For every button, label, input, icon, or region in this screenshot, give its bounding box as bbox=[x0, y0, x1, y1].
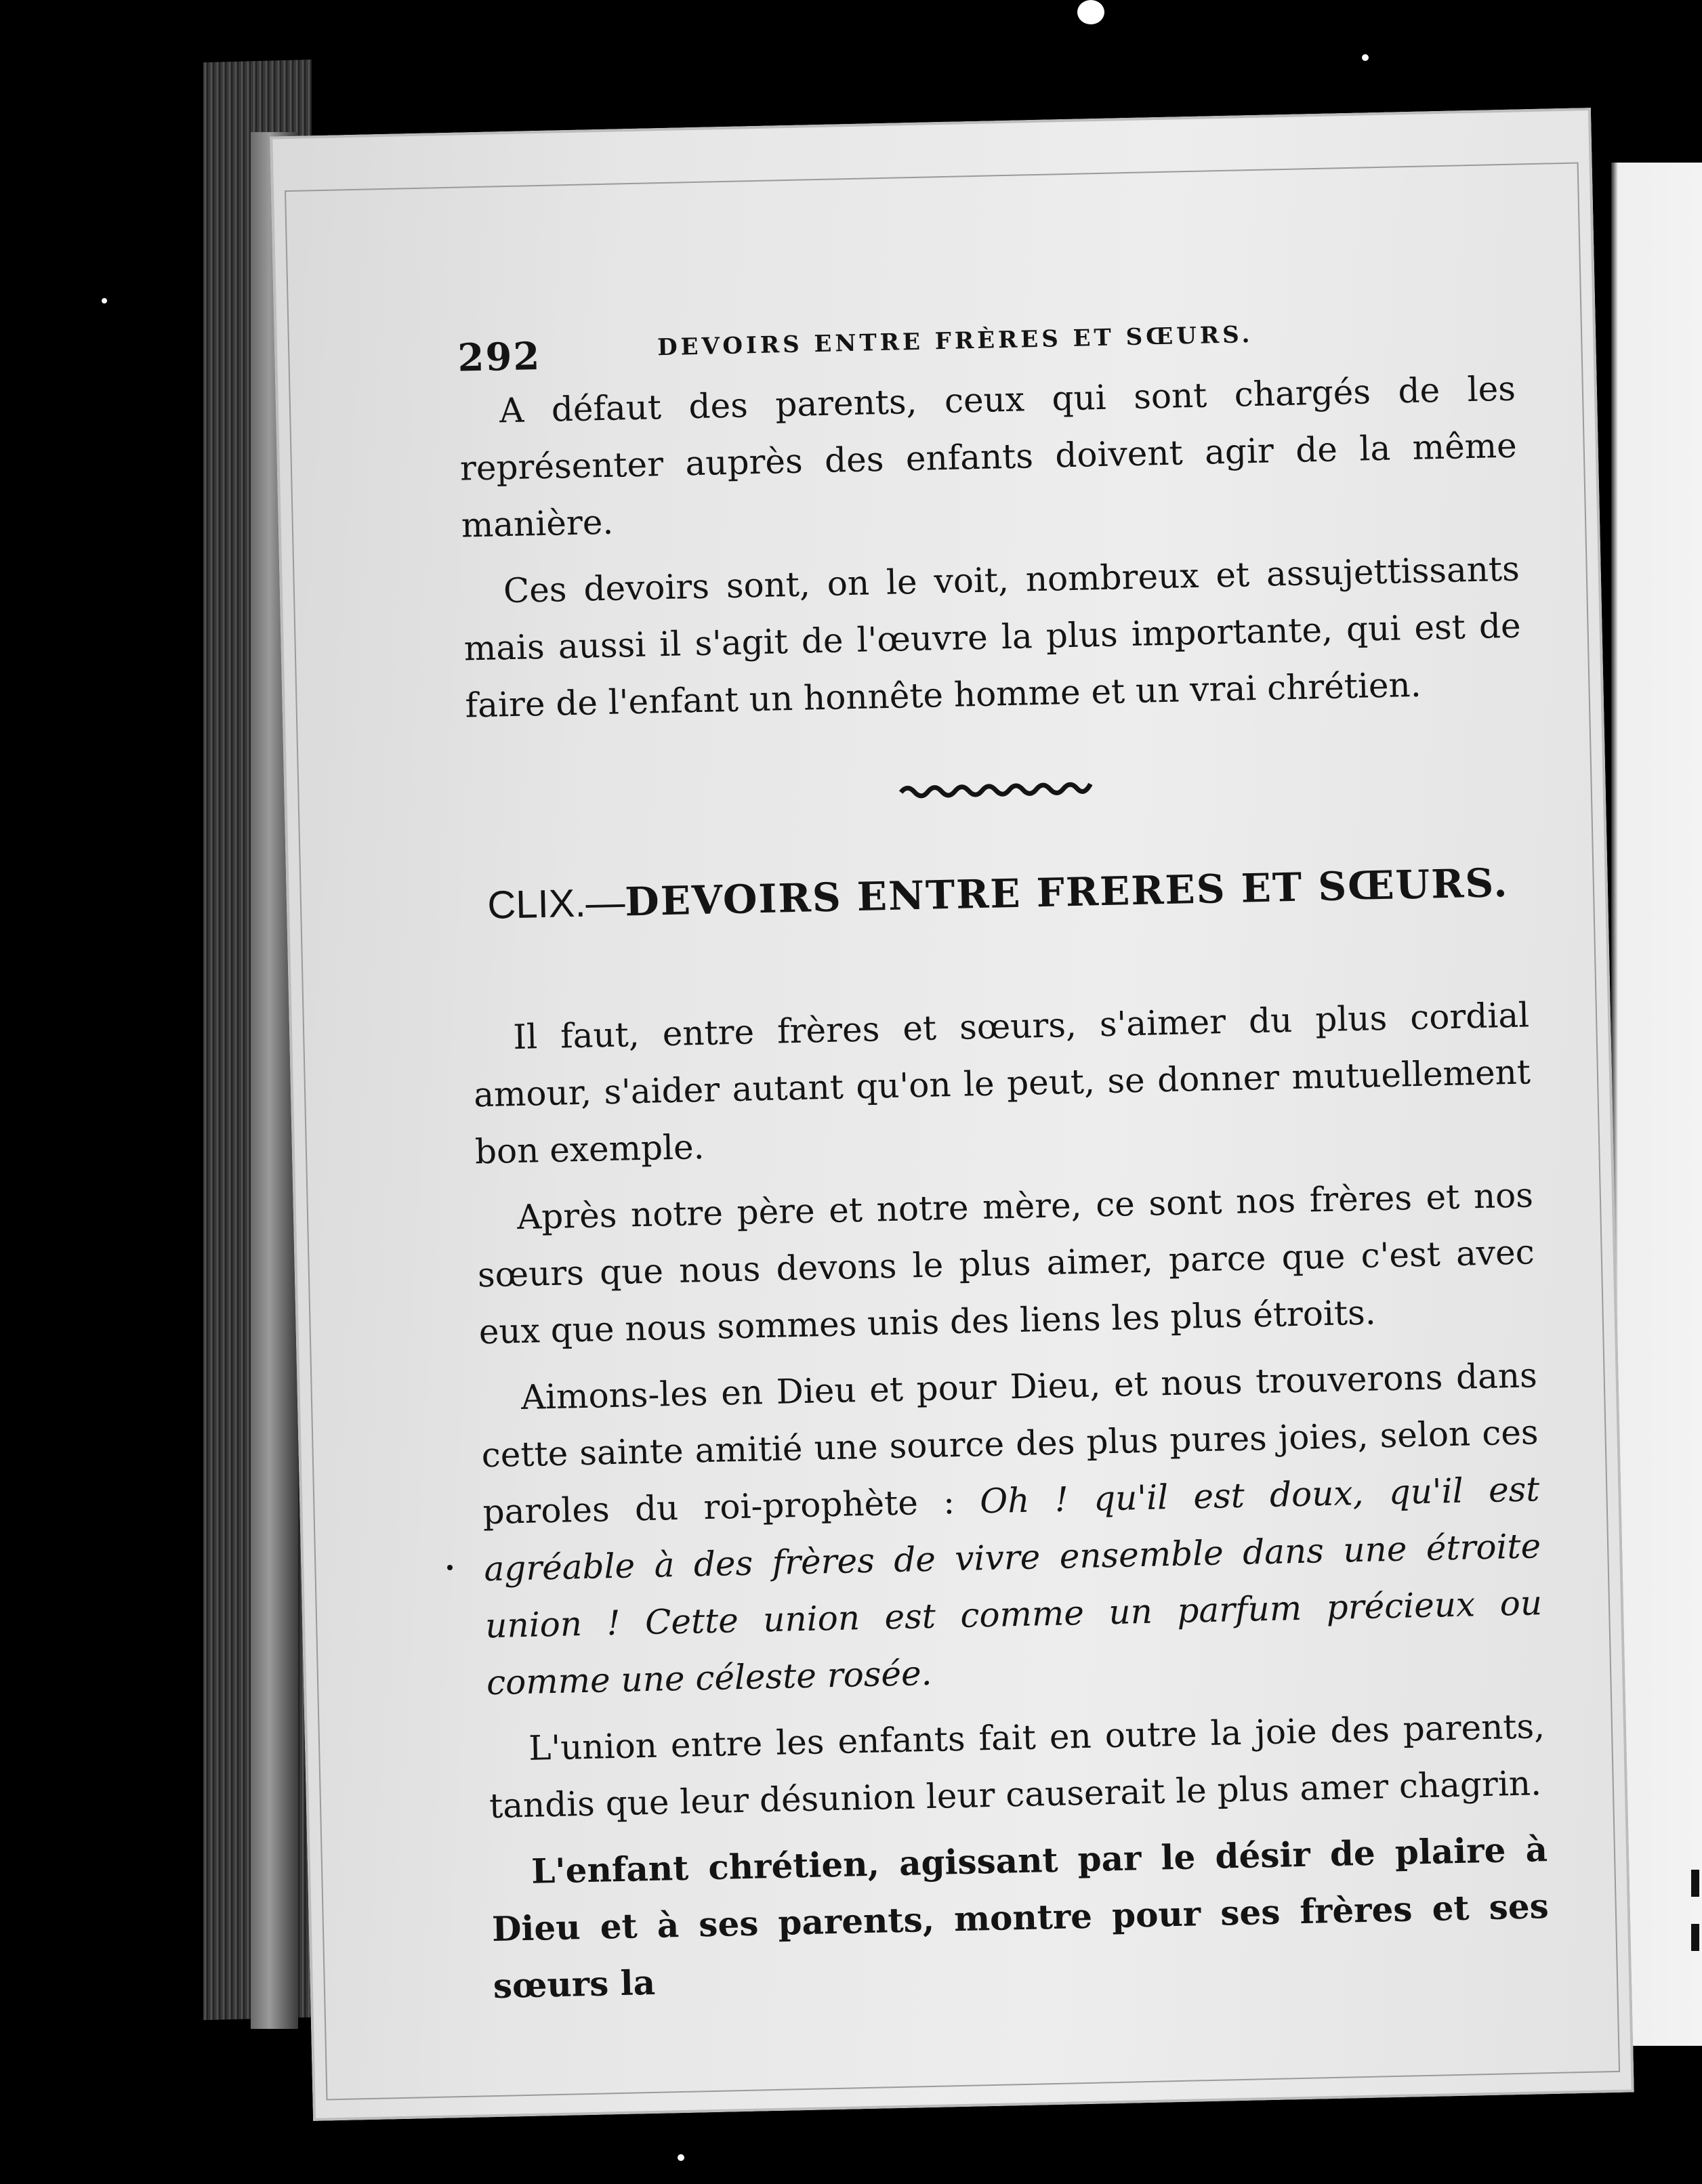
paragraph: Après notre père et notre mère, ce sont nos frères et nos sœurs que nous devons le plus aimer, parce que c'est avec eux que nous sommes unis des liens les plus étroits. bbox=[477, 1175, 1535, 1352]
section-ornament bbox=[466, 738, 1524, 835]
chapter-heading bbox=[469, 853, 1527, 935]
scan-speck bbox=[102, 298, 107, 303]
paragraph: L'union entre les enfants fait en outre la joie des parents, tandis que leur désunion leur causerait le plus amer chagrin. bbox=[489, 1706, 1545, 1826]
psalm-quote: Oh ! qu'il est doux, qu'il est agréable à des frères de vivre ensemble dans une étroite union ! Cette union est comme un parfum précieux ou comme une céleste rosée. bbox=[483, 1469, 1543, 1703]
page-text-block bbox=[457, 299, 1550, 2024]
page-number: 292 bbox=[457, 333, 542, 381]
chapter-number: CLIX.— bbox=[486, 880, 626, 927]
chapter-title: DEVOIRS ENTRE FRERES ET SŒURS. bbox=[624, 860, 1510, 925]
book-page bbox=[270, 108, 1634, 2121]
facing-page-mark bbox=[1691, 1870, 1699, 1897]
psalm-paragraph bbox=[480, 1347, 1544, 1711]
running-title: DEVOIRS ENTRE FRÈRES ET SŒURS. bbox=[657, 321, 1253, 362]
scan-speck bbox=[1362, 54, 1369, 61]
wavy-rule-ornament bbox=[897, 774, 1094, 799]
paragraph: Il faut, entre frères et sœurs, s'aimer du plus cordial amour, s'aider autant qu'on le peut, se donner mutuellement bon exemple. bbox=[473, 995, 1531, 1172]
scan-speck bbox=[447, 1565, 453, 1570]
paragraph: L'enfant chrétien, agissant par le désir de plaire à Dieu et à ses parents, montre pour ses frères et ses sœurs la bbox=[491, 1829, 1550, 2007]
scan-speck bbox=[678, 2154, 684, 2161]
scan-speck bbox=[1077, 0, 1104, 24]
paragraph: A défaut des parents, ceux qui sont chargés de les représenter auprès des enfants doivent agir de la même manière. bbox=[459, 369, 1518, 545]
psalm-intro: Aimons-les en Dieu et pour Dieu, et nous trouverons dans cette sainte amitié une source des plus pures joies, selon ces paroles du roi-prophète : bbox=[481, 1356, 1539, 1532]
paragraph: Ces devoirs sont, on le voit, nombreux et assujettissants mais aussi il s'agit de l'œuvre la plus importante, qui est de faire de l'enfant un honnête homme et un vrai chrétien. bbox=[463, 549, 1522, 726]
facing-page-mark bbox=[1691, 1924, 1699, 1951]
